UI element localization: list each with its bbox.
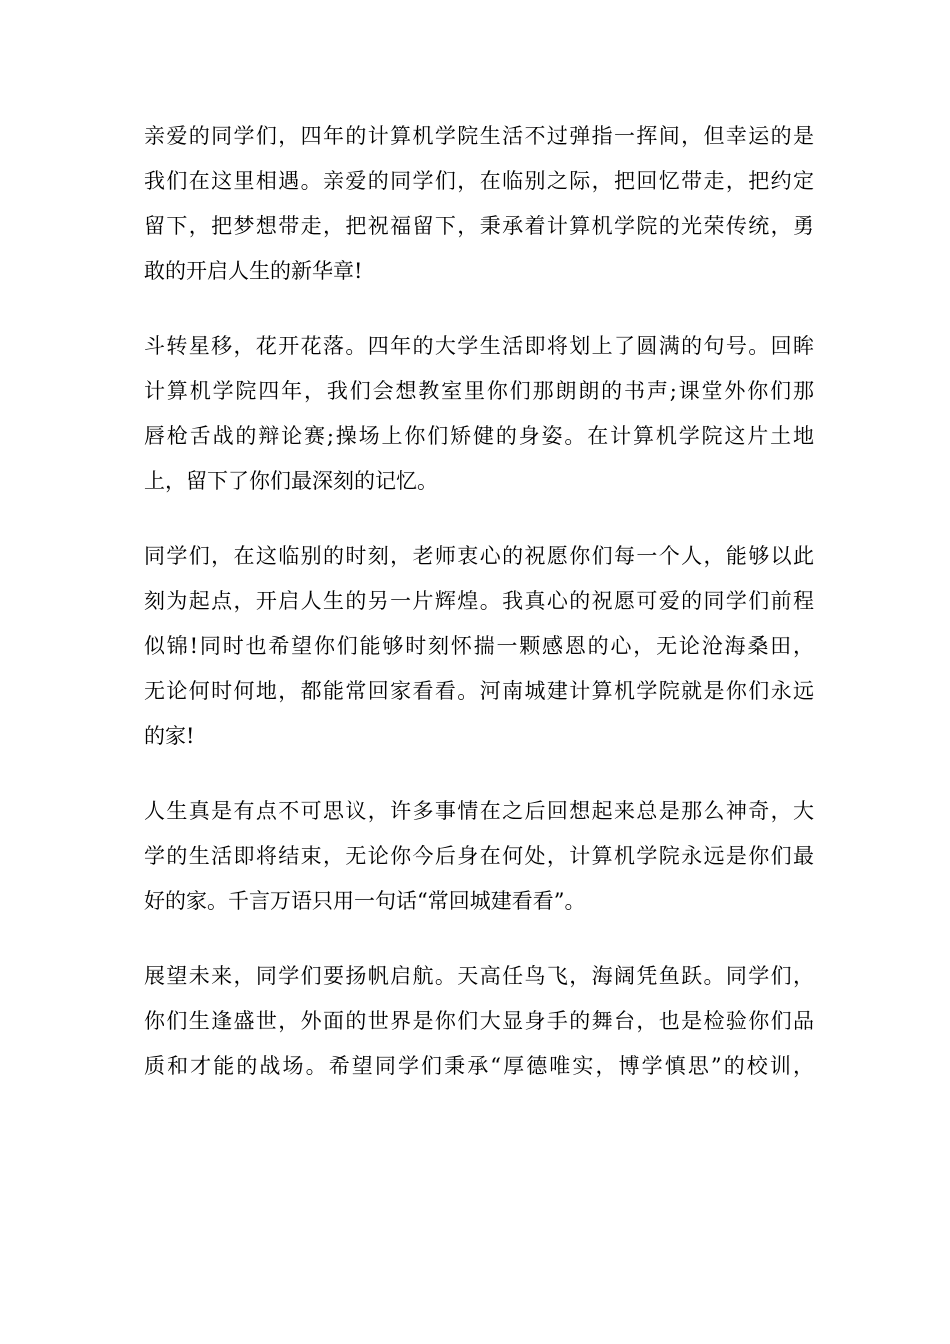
document-body bbox=[144, 114, 814, 1119]
text-line: 上，留下了你们最深刻的记忆。 bbox=[144, 469, 438, 493]
text-line: 留下，把梦想带走，把祝福留下，秉承着计算机学院的光荣传统，勇 bbox=[144, 214, 814, 238]
paragraph-4 bbox=[144, 789, 814, 924]
text-line: 的家! bbox=[144, 724, 195, 748]
text-line: 人生真是有点不可思议，许多事情在之后回想起来总是那么神奇，大 bbox=[144, 799, 814, 823]
text-line: 好的家。千言万语只用一句话“常回城建看看”。 bbox=[144, 889, 586, 913]
text-line: 唇枪舌战的辩论赛;操场上你们矫健的身姿。在计算机学院这片土地 bbox=[144, 424, 814, 448]
paragraph-2 bbox=[144, 324, 814, 504]
paragraph-5 bbox=[144, 954, 814, 1089]
text-line: 同学们，在这临别的时刻，老师衷心的祝愿你们每一个人，能够以此 bbox=[144, 544, 814, 568]
text-line: 学的生活即将结束，无论你今后身在何处，计算机学院永远是你们最 bbox=[144, 844, 814, 868]
text-line: 你们生逢盛世，外面的世界是你们大显身手的舞台，也是检验你们品 bbox=[144, 1009, 814, 1033]
text-line: 质和才能的战场。希望同学们秉承“厚德唯实，博学慎思”的校训， bbox=[144, 1054, 814, 1078]
text-line: 展望未来，同学们要扬帆启航。天高任鸟飞，海阔凭鱼跃。同学们， bbox=[144, 964, 814, 988]
text-line: 我们在这里相遇。亲爱的同学们，在临别之际，把回忆带走，把约定 bbox=[144, 169, 814, 193]
text-line: 无论何时何地，都能常回家看看。河南城建计算机学院就是你们永远 bbox=[144, 679, 814, 703]
text-line: 敢的开启人生的新华章! bbox=[144, 259, 363, 283]
text-line: 计算机学院四年，我们会想教室里你们那朗朗的书声;课堂外你们那 bbox=[144, 379, 814, 403]
text-line: 斗转星移，花开花落。四年的大学生活即将划上了圆满的句号。回眸 bbox=[144, 334, 814, 358]
text-line: 亲爱的同学们，四年的计算机学院生活不过弹指一挥间，但幸运的是 bbox=[144, 124, 814, 148]
paragraph-1 bbox=[144, 114, 814, 294]
text-line: 似锦!同时也希望你们能够时刻怀揣一颗感恩的心，无论沧海桑田， bbox=[144, 634, 814, 658]
paragraph-3 bbox=[144, 534, 814, 759]
text-line: 刻为起点，开启人生的另一片辉煌。我真心的祝愿可爱的同学们前程 bbox=[144, 589, 814, 613]
